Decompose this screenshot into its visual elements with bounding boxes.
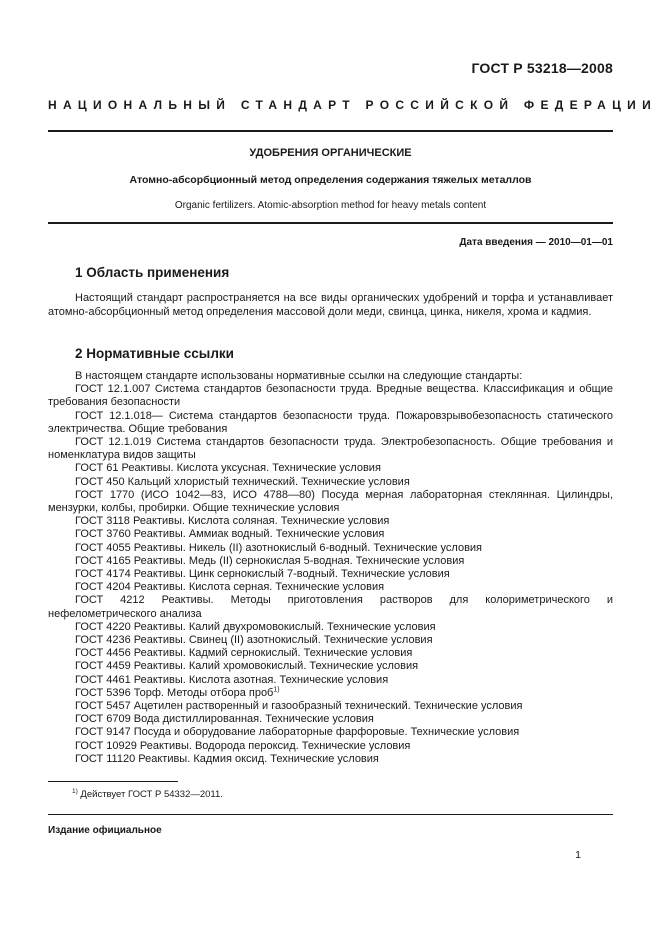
references-intro: В настоящем стандарте использованы нормативные ссылки на следующие стандарты:: [75, 370, 523, 382]
document-subtitle: Атомно-абсорбционный метод определения содержания тяжелых металлов: [129, 174, 532, 186]
page-number: 1: [575, 849, 581, 861]
section-2-heading: 2 Нормативные ссылки: [75, 346, 234, 361]
reference-item: ГОСТ 4055 Реактивы. Никель (II) азотнокислый 6-водный. Технические условия: [75, 541, 483, 554]
reference-item: ГОСТ 4212 Реактивы. Методы приготовления растворов для колориметрического и нефелометрического анализа: [48, 594, 613, 620]
reference-item: ГОСТ 12.1.007 Система стандартов безопасности труда. Вредные вещества. Классификация и общие требования безопасности: [48, 383, 613, 409]
reference-item-with-footnote: [48, 687, 613, 700]
reference-item: ГОСТ 9147 Посуда и оборудование лабораторные фарфоровые. Технические условия: [75, 726, 520, 739]
reference-item: ГОСТ 1770 (ИСО 1042—83, ИСО 4788—80) Посуда мерная лабораторная стеклянная. Цилиндры, мензурки, колбы, пробирки. Общие технические условия: [48, 488, 613, 515]
reference-item-text: ГОСТ 5396 Торф. Методы отбора проб: [75, 686, 274, 699]
footnote-rule: [48, 781, 178, 782]
english-title: Organic fertilizers. Atomic-absorption method for heavy metals content: [174, 200, 487, 211]
footnote-marker: 1): [273, 686, 280, 694]
reference-item: ГОСТ 4204 Реактивы. Кислота серная. Технические условия: [75, 581, 385, 594]
introduction-date: Дата введения — 2010—01—01: [459, 237, 613, 248]
reference-item: ГОСТ 61 Реактивы. Кислота уксусная. Технические условия: [75, 462, 381, 475]
document-title: УДОБРЕНИЯ ОРГАНИЧЕСКИЕ: [249, 147, 412, 159]
edition-label: Издание официальное: [48, 825, 162, 836]
header-rule: [48, 130, 613, 132]
reference-item: ГОСТ 11120 Реактивы. Кадмия оксид. Технические условия: [75, 752, 379, 765]
national-standard-banner: НАЦИОНАЛЬНЫЙ СТАНДАРТ РОССИЙСКОЙ ФЕДЕРАЦИИ: [48, 98, 658, 112]
section-1-paragraph: Настоящий стандарт распространяется на все виды органических удобрений и торфа и устанавливает атомно-абсорбционный метод определения массовой доли меди, свинца, цинка, никеля, хрома и кадмия.: [48, 292, 613, 318]
reference-item: ГОСТ 12.1.019 Система стандартов безопасности труда. Электробезопасность. Общие требования и номенклатура видов защиты: [48, 436, 613, 462]
reference-item: ГОСТ 4165 Реактивы. Медь (II) сернокислая 5-водная. Технические условия: [75, 554, 465, 567]
reference-item: ГОСТ 4459 Реактивы. Калий хромовокислый. Технические условия: [75, 660, 419, 673]
reference-item: ГОСТ 10929 Реактивы. Водорода пероксид. Технические условия: [75, 739, 411, 752]
footer-rule: [48, 814, 613, 815]
reference-item: ГОСТ 4236 Реактивы. Свинец (II) азотнокислый. Технические условия: [75, 634, 433, 647]
footnote: [72, 789, 223, 800]
reference-item: ГОСТ 4461 Реактивы. Кислота азотная. Технические условия: [75, 673, 389, 686]
reference-item: ГОСТ 3760 Реактивы. Аммиак водный. Технические условия: [75, 528, 385, 541]
reference-item: ГОСТ 5457 Ацетилен растворенный и газообразный технический. Технические условия: [75, 700, 523, 713]
title-rule: [48, 222, 613, 224]
reference-item: ГОСТ 450 Кальций хлористый технический. Технические условия: [75, 475, 410, 488]
footnote-text: Действует ГОСТ Р 54332—2011.: [80, 789, 223, 800]
reference-item: ГОСТ 3118 Реактивы. Кислота соляная. Технические условия: [75, 515, 390, 528]
reference-item: ГОСТ 4456 Реактивы. Кадмий сернокислый. Технические условия: [75, 647, 413, 660]
reference-item: ГОСТ 4220 Реактивы. Калий двухромовокислый. Технические условия: [75, 620, 436, 633]
reference-item: ГОСТ 12.1.018— Система стандартов безопасности труда. Пожаровзрывобезопасность статического электричества. Общие требования: [48, 409, 613, 435]
document-number: ГОСТ Р 53218—2008: [471, 60, 613, 76]
section-1-heading: 1 Область применения: [75, 265, 230, 280]
references-list: [48, 370, 613, 766]
reference-item: ГОСТ 4174 Реактивы. Цинк сернокислый 7-водный. Технические условия: [75, 568, 450, 581]
reference-item: ГОСТ 6709 Вода дистиллированная. Технические условия: [75, 713, 374, 726]
section-1-body: [48, 292, 613, 320]
footnote-marker: 1): [72, 787, 78, 795]
